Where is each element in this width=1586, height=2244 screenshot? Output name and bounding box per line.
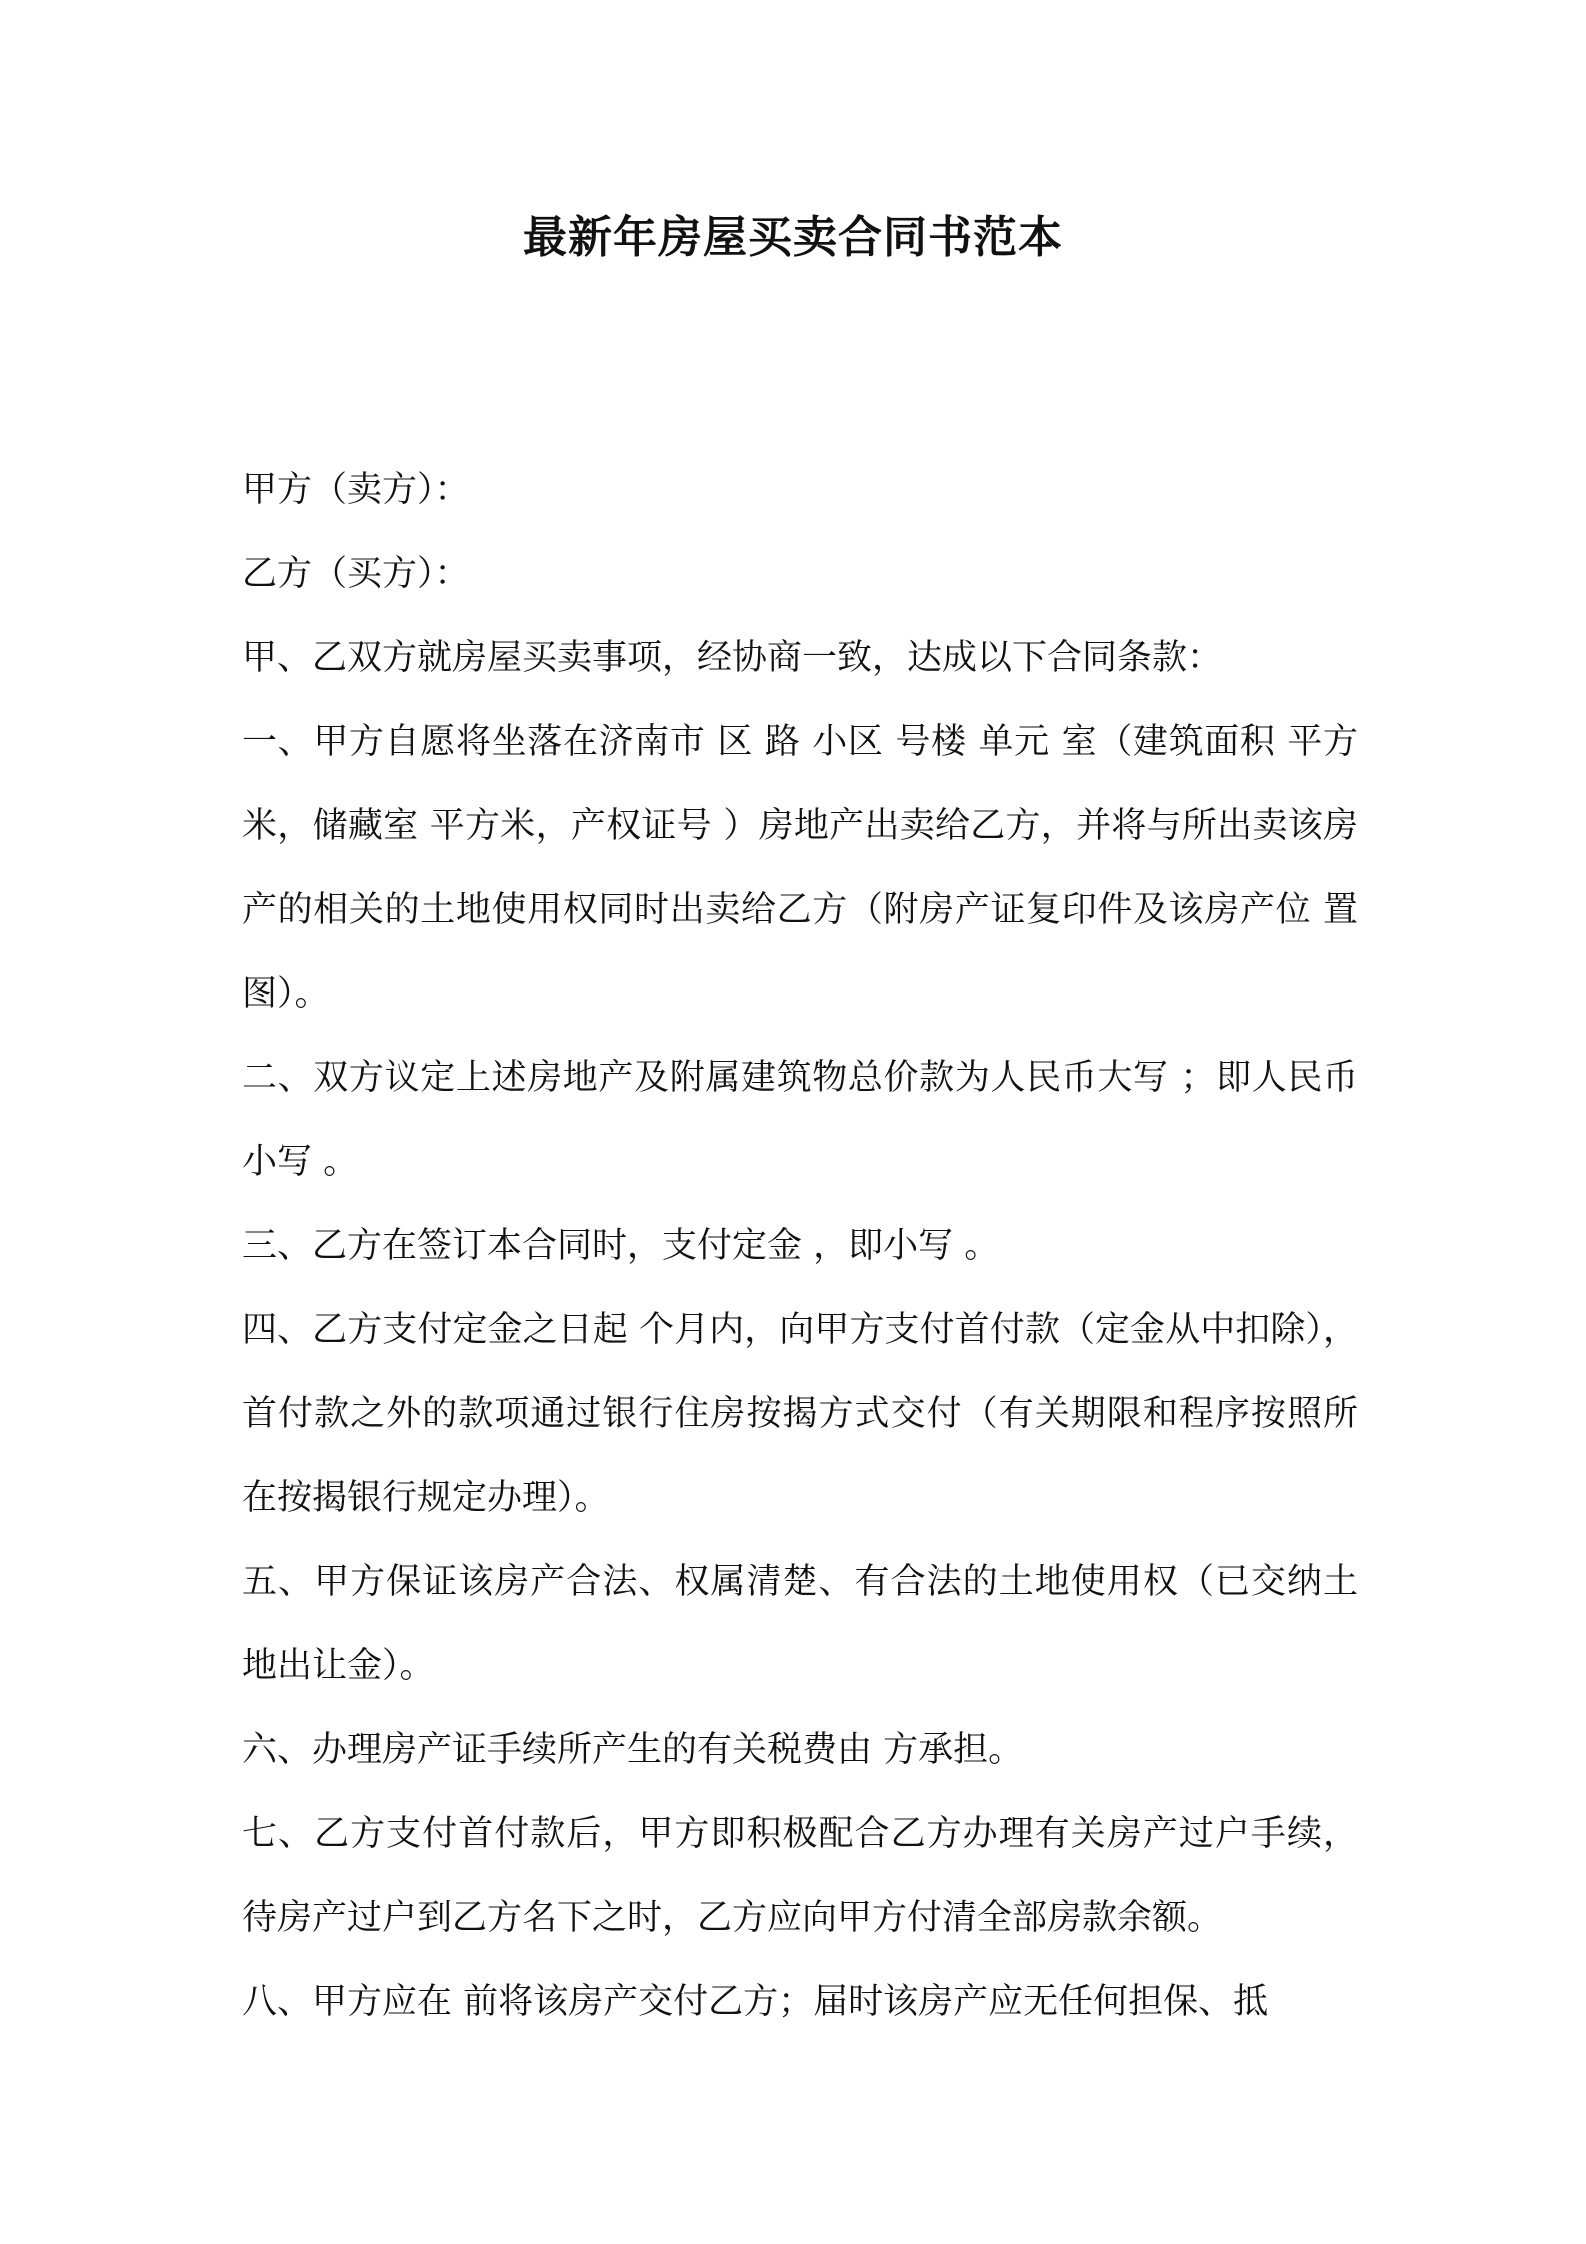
document-body <box>242 448 1358 2044</box>
clause-3: 三、乙方在签订本合同时，支付定金 ，即小写 。 <box>242 1226 1000 1266</box>
clause-6: 六、办理房产证手续所产生的有关税费由 方承担。 <box>242 1730 1024 1770</box>
clause-7: 七、乙方支付首付款后，甲方即积极配合乙方办理有关房产过户手续，待房产过户到乙方名下之时，乙方应向甲方付清全部房款余额。 <box>242 1814 1358 1938</box>
clause-1: 一、甲方自愿将坐落在济南市 区 路 小区 号楼 单元 室（建筑面积 平方米，储藏室 平方米，产权证号 ）房地产出卖给乙方，并将与所出卖该房产的相关的土地使用权同时出卖给乙方（附房产证复印件及该房产位 置图）。 <box>242 722 1358 1014</box>
paragraph-buyer: 乙方（买方）： <box>242 554 470 594</box>
clause-8: 八、甲方应在 前将该房产交付乙方；届时该房产应无任何担保、抵 <box>242 1982 1269 2022</box>
clause-5: 五、甲方保证该房产合法、权属清楚、有合法的土地使用权（已交纳土地出让金）。 <box>242 1562 1358 1686</box>
clause-4: 四、乙方支付定金之日起 个月内，向甲方支付首付款（定金从中扣除），首付款之外的款项通过银行住房按揭方式交付（有关期限和程序按照所在按揭银行规定办理）。 <box>242 1310 1358 1518</box>
document-title: 最新年房屋买卖合同书范本 <box>523 212 1063 263</box>
paragraph-seller: 甲方（卖方）： <box>242 470 470 510</box>
clause-2: 二、双方议定上述房地产及附属建筑物总价款为人民币大写 ；即人民币小写 。 <box>242 1058 1358 1182</box>
paragraph-intro: 甲、乙双方就房屋买卖事项，经协商一致，达成以下合同条款： <box>242 638 1223 678</box>
